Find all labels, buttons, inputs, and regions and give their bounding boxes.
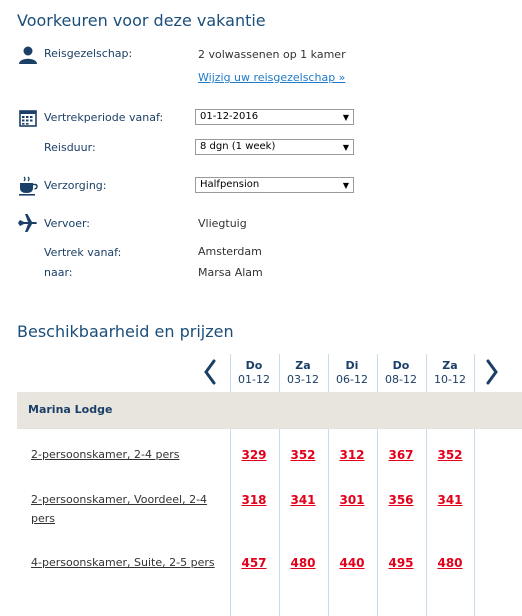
price-link[interactable]: 352 bbox=[437, 448, 463, 462]
dropdown-arrow-icon: ▼ bbox=[342, 143, 349, 152]
duration-value: 8 dgn (1 week) bbox=[200, 141, 276, 152]
date-column bbox=[279, 354, 327, 390]
column-divider bbox=[474, 428, 475, 616]
departure-period-label: Vertrekperiode vanaf: bbox=[44, 111, 164, 124]
room-type-link[interactable]: 2-persoonskamer, Voordeel, 2-4 pers bbox=[31, 493, 208, 525]
next-dates-chevron-icon[interactable] bbox=[485, 358, 499, 386]
price-link[interactable]: 480 bbox=[437, 556, 463, 570]
hotel-header bbox=[17, 392, 522, 428]
date-day: Za bbox=[442, 359, 458, 372]
date-day: Za bbox=[295, 359, 311, 372]
date-day: Do bbox=[392, 359, 410, 372]
duration-select[interactable] bbox=[195, 139, 354, 155]
availability-title: Beschikbaarheid en prijzen bbox=[17, 322, 234, 341]
date-column bbox=[230, 354, 278, 390]
date-column bbox=[328, 354, 376, 390]
date-value: 01-12 bbox=[238, 373, 270, 386]
price-link[interactable]: 367 bbox=[388, 448, 414, 462]
price-link[interactable]: 440 bbox=[339, 556, 365, 570]
row-divider bbox=[17, 428, 522, 429]
column-divider bbox=[230, 354, 231, 392]
price-link[interactable]: 356 bbox=[388, 493, 414, 507]
column-divider bbox=[474, 354, 475, 392]
person-icon bbox=[17, 44, 39, 66]
travel-party-label: Reisgezelschap: bbox=[44, 47, 133, 60]
board-select[interactable] bbox=[195, 177, 354, 193]
price-link[interactable]: 318 bbox=[241, 493, 267, 507]
airplane-icon bbox=[17, 212, 39, 234]
destination-label: naar: bbox=[44, 266, 73, 279]
dropdown-arrow-icon: ▼ bbox=[342, 181, 349, 190]
price-link[interactable]: 457 bbox=[241, 556, 267, 570]
date-value: 06-12 bbox=[336, 373, 368, 386]
date-value: 03-12 bbox=[287, 373, 319, 386]
duration-label: Reisduur: bbox=[44, 141, 96, 154]
change-party-link[interactable]: Wijzig uw reisgezelschap » bbox=[198, 71, 346, 84]
price-link[interactable]: 480 bbox=[290, 556, 316, 570]
price-link[interactable]: 312 bbox=[339, 448, 365, 462]
date-value: 08-12 bbox=[385, 373, 417, 386]
departure-period-value: 01-12-2016 bbox=[200, 111, 259, 122]
column-divider bbox=[426, 354, 427, 392]
depart-from-label: Vertrek vanaf: bbox=[44, 246, 122, 259]
price-link[interactable]: 341 bbox=[290, 493, 316, 507]
price-link[interactable]: 301 bbox=[339, 493, 365, 507]
transport-value: Vliegtuig bbox=[198, 217, 247, 230]
room-type-link[interactable]: 4-persoonskamer, Suite, 2-5 pers bbox=[31, 556, 215, 569]
date-column bbox=[426, 354, 474, 390]
preferences-title: Voorkeuren voor deze vakantie bbox=[17, 11, 266, 30]
board-label: Verzorging: bbox=[44, 179, 107, 192]
dropdown-arrow-icon: ▼ bbox=[342, 113, 349, 122]
destination-value: Marsa Alam bbox=[198, 266, 263, 279]
previous-dates-chevron-icon[interactable] bbox=[203, 358, 217, 386]
date-column bbox=[377, 354, 425, 390]
calendar-icon bbox=[18, 108, 40, 130]
date-value: 10-12 bbox=[434, 373, 466, 386]
price-link[interactable]: 495 bbox=[388, 556, 414, 570]
coffee-cup-icon bbox=[17, 175, 39, 197]
column-divider bbox=[377, 354, 378, 392]
column-divider bbox=[279, 354, 280, 392]
price-link[interactable]: 329 bbox=[241, 448, 267, 462]
room-type-link[interactable]: 2-persoonskamer, 2-4 pers bbox=[31, 448, 180, 461]
hotel-name: Marina Lodge bbox=[28, 403, 113, 416]
column-divider bbox=[328, 354, 329, 392]
departure-period-select[interactable] bbox=[195, 109, 354, 125]
board-value: Halfpension bbox=[200, 179, 260, 190]
date-day: Do bbox=[245, 359, 263, 372]
depart-from-value: Amsterdam bbox=[198, 245, 262, 258]
transport-label: Vervoer: bbox=[44, 217, 91, 230]
date-day: Di bbox=[345, 359, 359, 372]
price-link[interactable]: 341 bbox=[437, 493, 463, 507]
price-link[interactable]: 352 bbox=[290, 448, 316, 462]
travel-party-value: 2 volwassenen op 1 kamer bbox=[198, 48, 346, 61]
